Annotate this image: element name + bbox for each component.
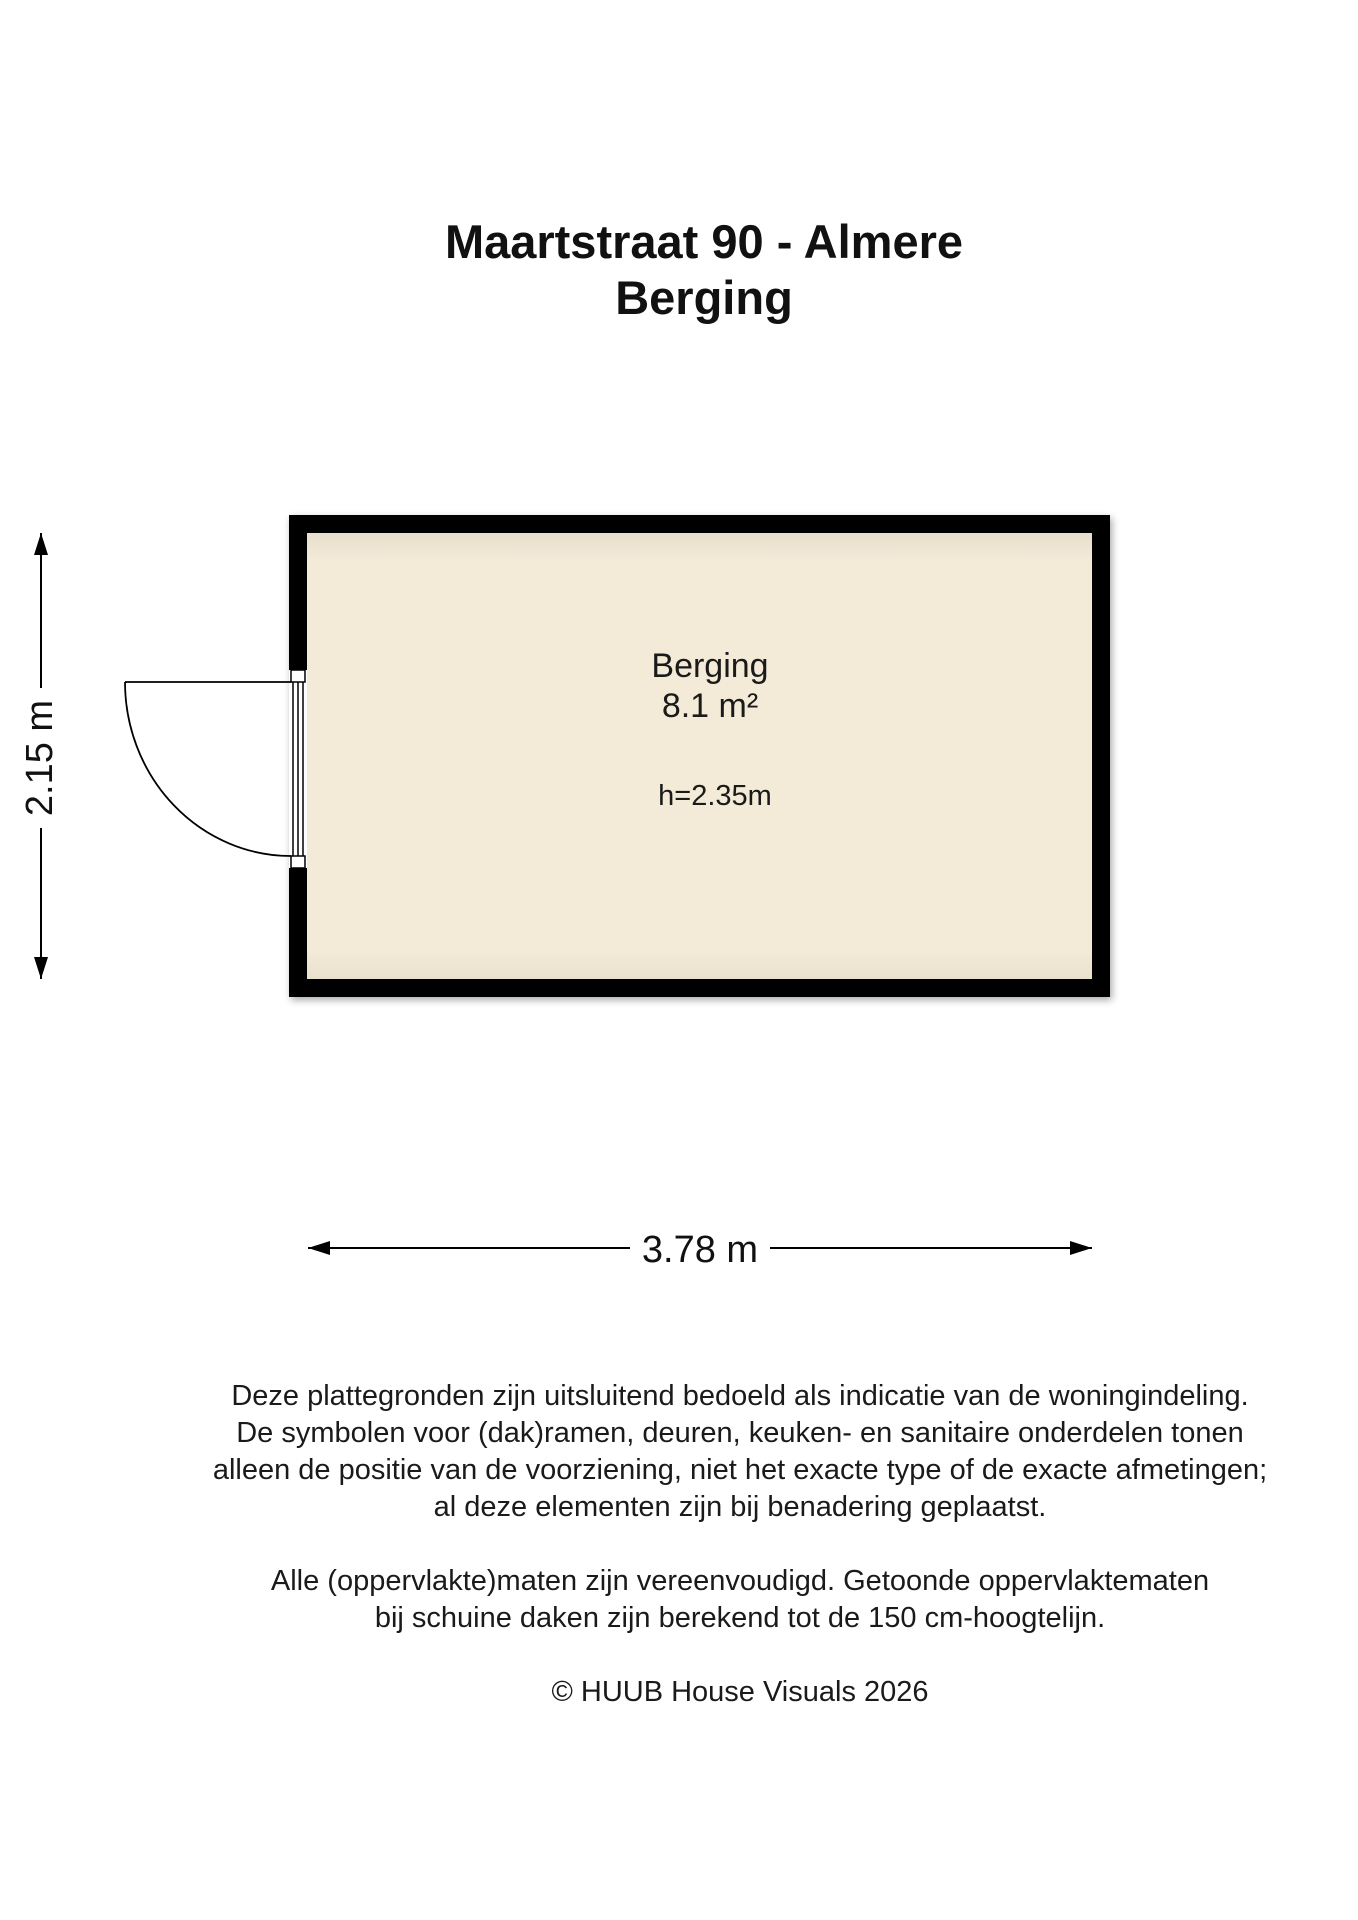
copyright-notice: © HUUB House Visuals 2026	[551, 1676, 929, 1708]
room-name: Berging	[651, 647, 769, 685]
disclaimer-line: Deze plattegronden zijn uitsluitend bedoeld als indicatie van de woningindeling.	[231, 1380, 1249, 1412]
door-jamb-bottom-icon	[291, 856, 305, 868]
plan-subtitle: Berging	[615, 271, 793, 324]
arrow-left-icon	[308, 1241, 330, 1255]
plan-title: Maartstraat 90 - Almere	[444, 215, 964, 268]
door-swing-icon	[125, 682, 291, 856]
width-dimension-label: 3.78 m	[630, 1228, 770, 1272]
room-floor	[307, 533, 1092, 979]
room-area: 8.1 m²	[661, 687, 759, 725]
arrow-down-icon	[34, 957, 48, 979]
arrow-up-icon	[34, 533, 48, 555]
disclaimer-line: alleen de positie van de voorziening, niet het exacte type of de exacte afmetingen;	[212, 1454, 1268, 1486]
disclaimer-line: De symbolen voor (dak)ramen, deuren, keuken- en sanitaire onderdelen tonen	[236, 1417, 1244, 1449]
disclaimer-line: bij schuine daken zijn berekend tot de 150 cm-hoogtelijn.	[374, 1602, 1106, 1634]
disclaimer-line: Alle (oppervlakte)maten zijn vereenvoudigd. Getoonde oppervlaktematen	[270, 1565, 1210, 1597]
disclaimer-line: al deze elementen zijn bij benadering geplaatst.	[433, 1491, 1047, 1523]
door-jamb-top-icon	[291, 670, 305, 682]
room-height: h=2.35m	[658, 780, 772, 812]
height-dimension-label: 2.15 m	[18, 688, 62, 828]
arrow-right-icon	[1070, 1241, 1092, 1255]
